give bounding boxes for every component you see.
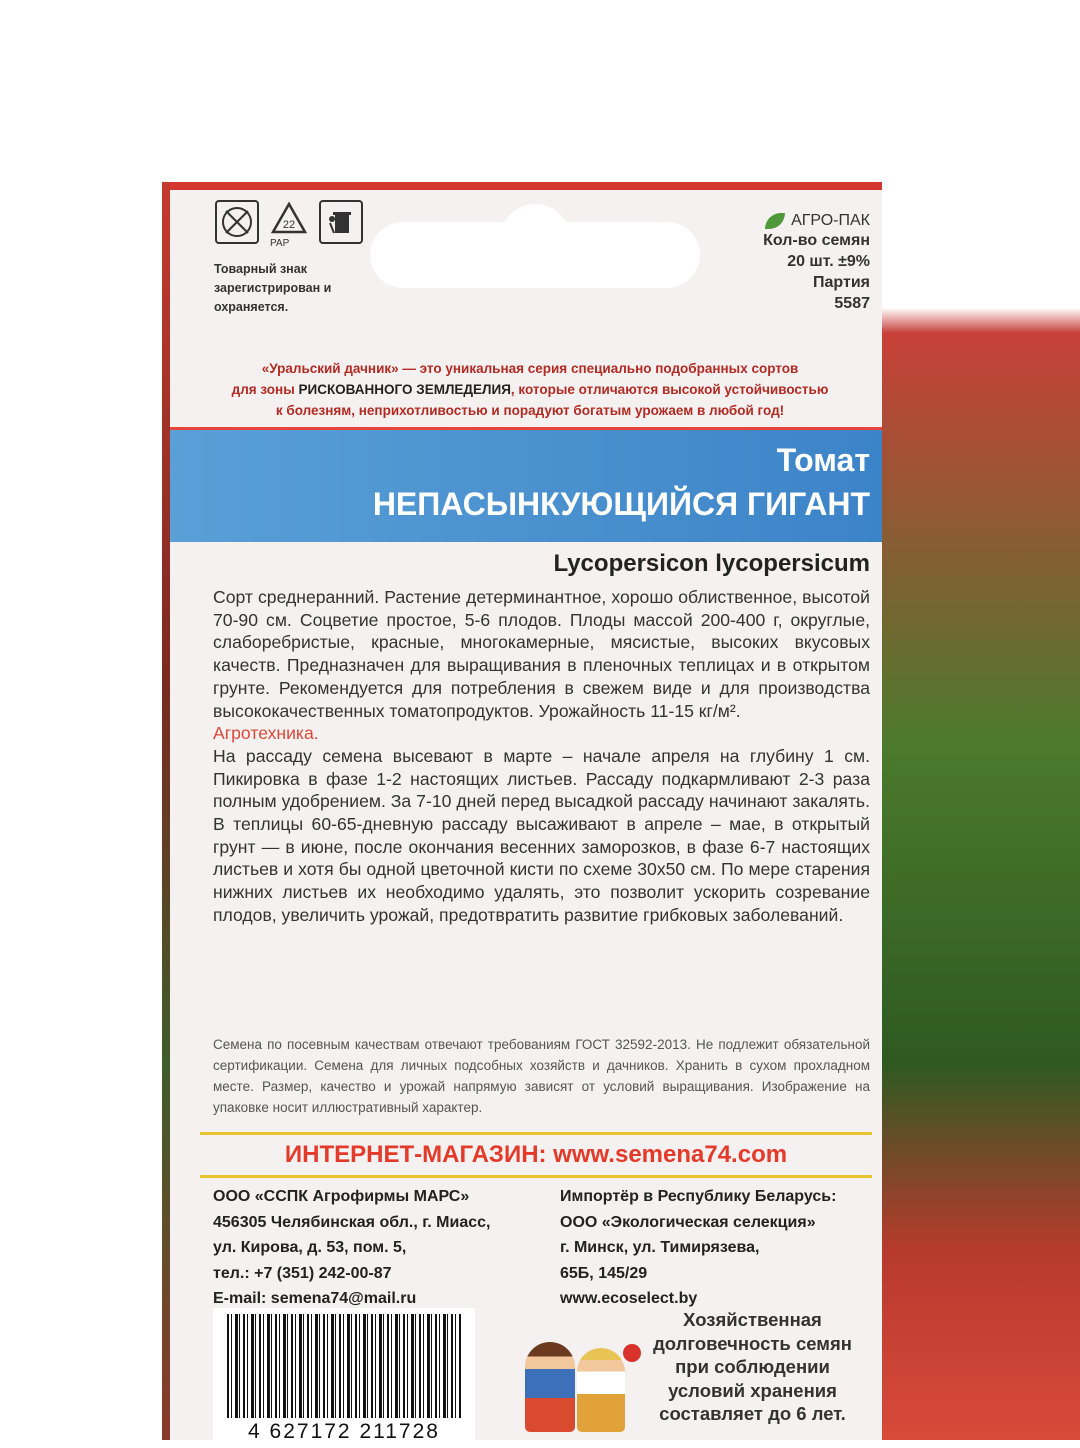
product-category: Томат <box>776 442 870 478</box>
batch-number: 5587 <box>834 295 870 312</box>
recycle-label: PAP <box>270 238 290 249</box>
mascot-man <box>525 1342 575 1432</box>
manufacturer-line: ООО «ССПК Агрофирмы МАРС» <box>213 1188 470 1205</box>
brand-block <box>763 212 870 314</box>
brand-name: АГРО-ПАК <box>791 212 870 229</box>
agro-heading: Агротехника. <box>213 723 319 744</box>
importer-line: 65Б, 145/29 <box>560 1264 648 1282</box>
manufacturer-line: ул. Кирова, д. 53, пом. 5, <box>213 1239 407 1256</box>
hang-notch <box>500 204 570 244</box>
trash-bin-icon <box>319 200 363 244</box>
manufacturer-line: тел.: +7 (351) 242-00-87 <box>213 1264 392 1282</box>
manufacturer-line: 456305 Челябинская обл., г. Миасс, <box>213 1213 491 1231</box>
batch-label: Партия <box>813 274 870 291</box>
importer-line: ООО «Экологическая селекция» <box>560 1213 816 1231</box>
series-line-2 <box>200 379 860 400</box>
description-main: Сорт среднеранний. Растение детерминантное, хорошо облиственное, высотой 70-90 см. Соцветие простое, 5-6 плодов. Плоды массой 200-400 г, округлые, слаборебристые, красные, многокамерные, мясистые, высоких вкусовых качеств. Предназначен для выращивания в пленочных теплицах и в открытом грунте. Рекомендуется для потребления в свежем виде и для производства высококачественных томатопродуктов. Урожайность 11-15 кг/м². <box>213 587 870 721</box>
barcode-bars <box>227 1314 461 1418</box>
seed-count: 20 шт. ±9% <box>787 253 870 270</box>
importer-line: www.ecoselect.by <box>560 1290 698 1307</box>
barcode-number: 4 627172 211728 <box>248 1420 440 1443</box>
importer-block <box>560 1184 880 1312</box>
background-top <box>0 0 1080 180</box>
trademark-note: Товарный знак зарегистрирован и охраняется. <box>214 262 332 314</box>
title-band <box>170 427 882 542</box>
importer-line: Импортёр в Республику Беларусь: <box>560 1188 837 1205</box>
importer-line: г. Минск, ул. Тимирязева, <box>560 1239 760 1256</box>
seed-count-label: Кол-во семян <box>763 232 870 249</box>
series-line-2-c: , которые отличаются высокой устойчивостью <box>510 382 829 397</box>
brand-logo <box>763 212 870 230</box>
recycle-icon <box>269 200 309 240</box>
leaf-icon <box>765 213 785 229</box>
series-line-2-a: для зоны <box>231 382 299 397</box>
series-line-3: к болезням, неприхотливостью и порадуют богатым урожаем в любой год! <box>275 403 785 418</box>
mascot-woman <box>577 1348 625 1432</box>
seed-packet <box>170 182 882 1443</box>
series-description <box>200 358 860 421</box>
series-line-2-b: РИСКОВАННОГО ЗЕМЛЕДЕЛИЯ <box>298 382 511 397</box>
product-name: НЕПАСЫНКУЮЩИЙСЯ ГИГАНТ <box>372 486 870 522</box>
no-wet-icon <box>215 200 259 244</box>
shelf-life: Хозяйственная долговечность семян при соблюдении условий хранения составляет до 6 лет. <box>653 1309 852 1424</box>
manufacturer-block <box>213 1184 543 1312</box>
legal-text: Семена по посевным качествам отвечают требованиям ГОСТ 32592-2013. Не подлежит обязательной сертификации. Семена для личных подсобных хозяйств и дачников. Хранить в сухом прохладном месте. Размер, качество и урожай напрямую зависят от условий выращивания. Изображение на упаковке носит иллюстративный характер. <box>213 1037 870 1115</box>
recycle-code: 22 <box>282 219 296 231</box>
description <box>213 586 870 927</box>
packet-top-stripe <box>170 182 882 190</box>
latin-name: Lycopersicon lycopersicum <box>553 550 870 577</box>
agro-text: На рассаду семена высевают в марте – начале апреля на глубину 1 см. Пикировка в фазе 1-2 настоящих листьев. Рассаду подкармливают 2-3 раза полным удобрением. За 7-10 дней перед высадкой рассаду начинают закалять. В теплицы 60-65-дневную рассаду высаживают в апреле – мае, в открытый грунт — в июне, после окончания весенних заморозков, в фазе 6-7 настоящих листьев и хотя бы одной цветочной кисти по схеме 30x50 см. По мере старения нижних листьев их необходимо удалять, это позволит ускорить созревание плодов, увеличить урожай, предотвратить развитие грибковых заболеваний. <box>213 745 870 925</box>
series-line-1: «Уральский дачник» — это уникальная серия специально подобранных сортов <box>261 361 799 376</box>
manufacturer-line: E-mail: semena74@mail.ru <box>213 1290 417 1307</box>
mascot-illustration <box>515 1322 645 1432</box>
barcode <box>213 1308 475 1448</box>
shop-url: ИНТЕРНЕТ-МАГАЗИН: www.semena74.com <box>200 1132 872 1178</box>
packet-right-edge <box>872 182 1080 1440</box>
